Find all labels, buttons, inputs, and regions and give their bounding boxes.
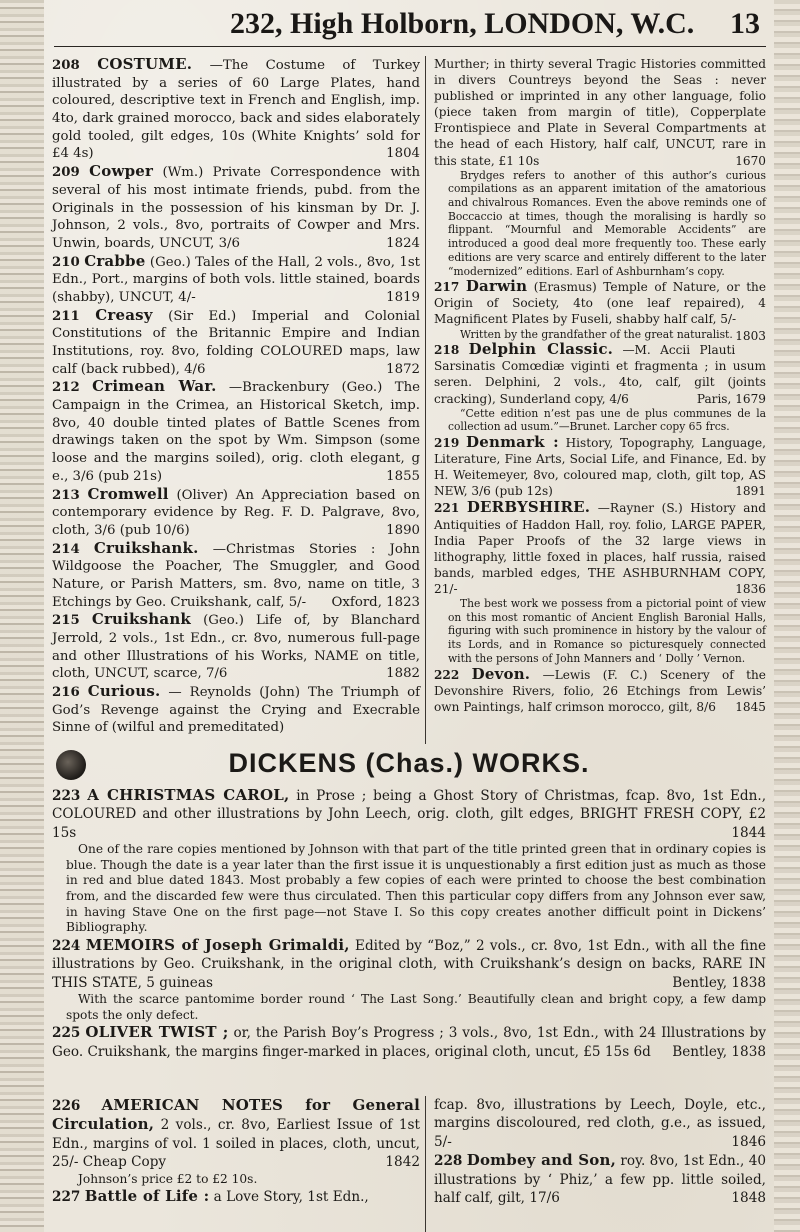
catalogue-entry bbox=[52, 307, 420, 379]
catalogue-entry bbox=[52, 786, 766, 842]
catalogue-entry bbox=[52, 1096, 420, 1172]
entry-note: With the scarce pantomime border round ‘ The Last Song.’ Beautifully clean and bright copy, a few damp spots the only defect. bbox=[66, 992, 766, 1022]
entry-description: (Sir Ed.) Imperial and Colonial Constitutions of the Britannic Empire and Indian Institutions, roy. 8vo, folding COLOURED maps, law calf (back rubbed), 4/6 bbox=[52, 308, 421, 377]
entry-heading: COSTUME. bbox=[97, 55, 193, 73]
entry-heading: Creasy bbox=[95, 305, 153, 324]
entry-number: 215 bbox=[52, 613, 80, 629]
entry-date: 1844 bbox=[731, 824, 766, 841]
entry-heading: Denmark : bbox=[466, 433, 559, 452]
entry-heading: Cruikshank. bbox=[93, 538, 199, 557]
catalogue-entry bbox=[434, 56, 766, 169]
entry-date: 1803 bbox=[735, 328, 766, 343]
entry-heading: Crabbe bbox=[84, 251, 146, 270]
entry-note: One of the rare copies mentioned by Johnson with that part of the title printed green that in ordinary copies is blue. Though the date is a year later than the first issue it is unquestionably a first edition just as much as those in red and blue dated 1843. Most probably a few copies of each were printed to choose the best combination from, and the discarded few were thus circulated. Then this particular copy differs from any Johnson ever saw, in having Stave One on the first page—not Stave I. So this copy creates another difficult point in Dickens’ Bibliography. bbox=[66, 842, 766, 935]
entry-description: (Geo.) Tales of the Hall, 2 vols., 8vo, 1st Edn., Port., margins of both vols. little stained, boards (shabby), UNCUT, 4/- bbox=[52, 254, 421, 305]
catalogue-entry bbox=[434, 1096, 766, 1151]
entry-description: (Oliver) An Appreciation based on contemporary evidence by Reg. F. D. Palgrave, 8vo, cloth, 3/6 (pub 10/6) bbox=[52, 487, 421, 538]
entry-heading: Cowper bbox=[89, 162, 154, 181]
entry-date: 1848 bbox=[731, 1190, 766, 1207]
entry-description: Edited by “Boz,” 2 vols., cr. 8vo, 1st Edn., with all the fine illustrations by Geo. Cruikshank, in the original cloth, with Cruikshank’s design on backs, RARE IN THIS STATE, 5 guineas bbox=[52, 937, 767, 991]
bottom-right-column bbox=[434, 1096, 766, 1207]
left-column bbox=[52, 56, 420, 737]
head-rule bbox=[54, 46, 766, 47]
entry-date: 1804 bbox=[386, 146, 420, 162]
entry-date: 1882 bbox=[386, 666, 420, 682]
entry-heading: Devon. bbox=[471, 664, 531, 683]
entry-heading: Cruikshank bbox=[91, 610, 192, 629]
entry-description: —Lewis (F. C.) Scenery of the Devonshire Rivers, folio, 26 Etchings from Lewis’ own Paintings, half crimson morocco, gilt, 8/6 bbox=[434, 667, 766, 714]
entry-description: (Wm.) Private Correspondence with several of his most intimate friends, pubd. from the Originals in the possession of his kinsman by Dr. J. Johnson, 2 vols., 8vo, portraits of Cowper and Mrs. Unwin, boards, UNCUT, 3/6 bbox=[52, 165, 421, 251]
entry-date: Bentley, 1838 bbox=[672, 974, 766, 991]
catalogue-entry bbox=[434, 1151, 766, 1207]
entry-date: 1824 bbox=[386, 235, 420, 251]
catalogue-entry bbox=[434, 341, 766, 406]
entry-description: (Erasmus) Temple of Nature, or the Origin of Society, 4to (one leaf repaired), 4 Magnificent Plates by Fuseli, shabby half calf, 5/- bbox=[434, 280, 766, 327]
catalogue-entry bbox=[52, 486, 420, 540]
entry-date: 1670 bbox=[735, 153, 766, 168]
entry-note: “Cette edition n’est pas une de plus communes de la collection ad usum.”—Brunet. Larcher copy 65 frcs. bbox=[448, 406, 766, 434]
entry-date: 1855 bbox=[386, 468, 420, 484]
entry-date: Oxford, 1823 bbox=[331, 594, 420, 610]
page-edge-right bbox=[774, 0, 800, 1232]
catalogue-entry bbox=[52, 540, 420, 612]
bottom-left-column bbox=[52, 1096, 420, 1207]
entry-date: Paris, 1679 bbox=[696, 391, 766, 406]
entry-heading: Dombey and Son, bbox=[466, 1151, 617, 1170]
column-divider-top bbox=[425, 56, 426, 744]
catalogue-entry bbox=[52, 163, 420, 252]
entry-description: in Prose ; being a Ghost Story of Christmas, fcap. 8vo, 1st Edn., COLOURED and other illustrations by John Leech, orig. cloth, gilt edges, BRIGHT FRESH COPY, £2 15s bbox=[52, 788, 767, 841]
entry-number: 209 bbox=[52, 165, 80, 181]
entry-heading: Crimean War. bbox=[92, 377, 217, 396]
column-divider-bottom bbox=[425, 1096, 426, 1232]
entry-date: 1836 bbox=[735, 581, 766, 596]
entry-date: 1845 bbox=[735, 699, 766, 714]
entry-description: History, Topography, Language, Literature, Fine Arts, Social Life, and Finance, Ed. by H. Weitemeyer, 8vo, coloured map, cloth, gilt top, AS NEW, 3/6 (pub 12s) bbox=[434, 436, 766, 499]
catalogue-entry bbox=[52, 611, 420, 683]
page-edge-left bbox=[0, 0, 44, 1232]
catalogue-entry bbox=[52, 1187, 420, 1206]
catalogue-entry bbox=[52, 936, 766, 992]
entry-date: 1891 bbox=[735, 484, 766, 499]
catalogue-entry bbox=[52, 378, 420, 485]
entry-date: 1842 bbox=[385, 1154, 420, 1171]
entry-date: Bentley, 1838 bbox=[672, 1043, 766, 1060]
entry-heading: AMERICAN NOTES for General Circulation, bbox=[52, 1096, 420, 1134]
entry-heading: DERBYSHIRE. bbox=[466, 498, 591, 517]
entry-date: 1819 bbox=[386, 289, 420, 305]
entry-number: 222 bbox=[434, 667, 460, 682]
entry-heading: Battle of Life : bbox=[84, 1187, 210, 1206]
entry-description: a Love Story, 1st Edn., bbox=[213, 1189, 369, 1206]
entry-note: The best work we possess from a pictorial point of view on this most romantic of Ancient English Baronial Halls, figuring with such prominence in history by the valour of its Lords, and in Romance so picturesquely connected with the persons of John Manners and ‘ Dolly ’ Vernon. bbox=[448, 596, 766, 665]
entry-heading: Darwin bbox=[465, 277, 528, 296]
entry-description: Murther; in thirty several Tragic Histories committed in divers Countreys beyond the Seas : never published or imprinted in any other language, folio (piece taken from margin of title), Copperplate Frontispiece and Plate in Several Compartments at the head of each History, half calf, UNCUT, rare in this state, £1 10s bbox=[434, 57, 766, 168]
entry-number: 213 bbox=[52, 487, 80, 503]
entry-note: Brydges refers to another of this author’s curious compilations as an apparent imitation of the amatorious and chivalrous Romances. Even the above reminds one of Boccaccio at times, though the moralising is hardly so flippant. “Mournful and Memorable Accidents” are introduced a good deal more frequently too. These early editions are very scarce and entirely different to the later “modernized” editions. Earl of Ashburnham’s copy. bbox=[448, 168, 766, 278]
entry-heading: Delphin Classic. bbox=[468, 340, 614, 359]
entry-description: —The Costume of Turkey illustrated by a series of 60 Large Plates, hand coloured, descriptive text in French and English, imp. 4to, dark grained morocco, back and sides elaborately gold tooled, gilt edges, 10s (White Knights’ sold for £4 4s) bbox=[52, 58, 421, 162]
catalogue-entry bbox=[434, 434, 766, 499]
running-head-title: 232, High Holborn, LONDON, W.C. bbox=[230, 7, 695, 40]
entry-date: 1872 bbox=[386, 361, 420, 377]
entry-number: 208 bbox=[52, 58, 80, 73]
entry-number: 227 bbox=[52, 1189, 81, 1206]
entry-date: 1846 bbox=[731, 1133, 766, 1150]
entry-heading: OLIVER TWIST ; bbox=[85, 1023, 229, 1042]
full-width-entries bbox=[52, 786, 766, 1061]
entry-note: Johnson’s price £2 to £2 10s. bbox=[78, 1171, 258, 1186]
entry-description: (Geo.) Life of, by Blanchard Jerrold, 2 vols., 1st Edn., cr. 8vo, numerous full-page and other Illustrations of his Works, NAME on title, cloth, UNCUT, scarce, 7/6 bbox=[52, 613, 420, 682]
entry-number: 216 bbox=[52, 685, 80, 701]
entry-number: 226 bbox=[52, 1098, 81, 1114]
entry-number: 211 bbox=[52, 308, 80, 324]
catalogue-entry bbox=[52, 1023, 766, 1061]
running-head bbox=[100, 4, 760, 44]
entry-description: —M. Accii Plauti Sarsinatis Comœdiæ viginti et fragmenta ; in usum seren. Delphini, 2 vols., 4to, calf, gilt (joints cracking), Sunderland copy, 4/6 bbox=[434, 343, 766, 406]
entry-number: 212 bbox=[52, 380, 80, 396]
catalogue-entry bbox=[434, 499, 766, 597]
entry-number: 214 bbox=[52, 541, 80, 557]
entry-number: 223 bbox=[52, 788, 81, 804]
catalogue-entry bbox=[52, 683, 420, 737]
entry-date: 1890 bbox=[386, 522, 420, 538]
entry-number: 217 bbox=[434, 280, 460, 295]
entry-number: 218 bbox=[434, 343, 460, 358]
entry-heading: MEMOIRS of Joseph Grimaldi, bbox=[85, 935, 350, 954]
entry-number: 219 bbox=[434, 436, 460, 451]
entry-number: 224 bbox=[52, 937, 81, 954]
entry-heading: Cromwell bbox=[87, 484, 169, 503]
catalogue-entry bbox=[52, 56, 420, 163]
catalogue-entry bbox=[434, 666, 766, 715]
right-column bbox=[434, 56, 766, 715]
entry-description: —Brackenbury (Geo.) The Campaign in the Crimea, an Historical Sketch, imp. 8vo, 40 double tinted plates of Battle Scenes from drawings taken on the spot by Wm. Simpson (some loose and the margins soiled), orig. cloth elegant, g e., 3/6 (pub 21s) bbox=[52, 380, 421, 484]
page-number: 13 bbox=[730, 7, 760, 40]
entry-description: —Rayner (S.) History and Antiquities of Haddon Hall, roy. folio, LARGE PAPER, India Paper Proofs of the 32 large views in lithography, little foxed in places, half russia, raised bands, marbled edges, THE ASHBURNHAM COPY, 21/- bbox=[434, 501, 766, 596]
entry-description: — Reynolds (John) The Triumph of God’s Revenge against the Crying and Execrable Sinne of (wilful and premeditated) bbox=[52, 685, 420, 736]
entry-number: 228 bbox=[434, 1153, 463, 1170]
entry-description: roy. 8vo, 1st Edn., 40 illustrations by ‘ Phiz,’ a few pp. little soiled, half calf, gilt, 17/6 bbox=[434, 1153, 767, 1207]
section-title: DICKENS (Chas.) WORKS. bbox=[228, 748, 590, 778]
catalogue-entry bbox=[52, 253, 420, 307]
entry-heading: Curious. bbox=[87, 682, 161, 701]
entry-description: fcap. 8vo, illustrations by Leech, Doyle, etc., margins discoloured, red cloth, g.e., as issued, 5/- bbox=[434, 1097, 766, 1150]
entry-description: —Christmas Stories : John Wildgoose the Poacher, The Smuggler, and Good Nature, or Parish Matters, sm. 8vo, name on title, 3 Etchings by Geo. Cruikshank, calf, 5/- bbox=[52, 541, 420, 610]
entry-number: 225 bbox=[52, 1025, 81, 1042]
entry-description: 2 vols., cr. 8vo, Earliest Issue of 1st Edn., margins of vol. 1 soiled in places, cloth, uncut, 25/- Cheap Copy bbox=[52, 1117, 420, 1171]
entry-number: 221 bbox=[434, 501, 460, 516]
entry-note: Written by the grandfather of the great naturalist. bbox=[460, 327, 733, 341]
entry-description: or, the Parish Boy’s Progress ; 3 vols., 8vo, 1st Edn., with 24 Illustrations by Geo. Cruikshank, the margins finger-marked in places, original cloth, uncut, £5 15s 6d bbox=[52, 1025, 767, 1060]
entry-heading: A CHRISTMAS CAROL, bbox=[87, 786, 290, 804]
entry-number: 210 bbox=[52, 254, 80, 270]
